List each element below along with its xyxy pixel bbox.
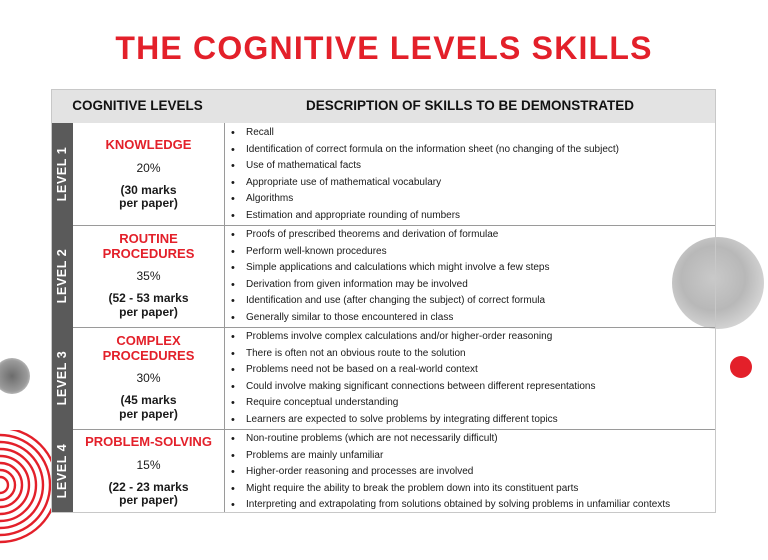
level-tab [51,429,73,513]
skill-item: • Use of mathematical facts [225,158,717,175]
level-marks-line: (52 - 53 marks [108,291,189,305]
header-description: DESCRIPTION OF SKILLS TO BE DEMONSTRATED [305,98,634,113]
level-marks-line: per paper) [119,304,178,319]
skill-item: • Require conceptual understanding [225,395,717,412]
skill-item: • Perform well-known procedures [225,244,717,261]
skill-item: • Problems are mainly unfamiliar [225,448,717,465]
skills-list [225,327,717,428]
level-tab [51,327,73,429]
skill-item: • Might require the ability to break the problem down into its constituent parts [225,481,717,498]
level-percentage: 15% [136,457,161,472]
level-name [73,232,224,261]
level-tab [51,225,73,327]
skill-item: • Non-routine problems (which are not necessarily difficult) [225,431,717,448]
level-info-cell [73,123,224,225]
level-tab-label: LEVEL 3 [55,350,69,406]
skills-cell [224,225,717,327]
table-row-level-2 [51,225,716,327]
skill-item: • Algorithms [225,191,717,208]
level-marks-line: (22 - 23 marks [108,479,189,494]
level-tab [51,123,73,225]
skill-item: • Recall [225,125,717,142]
skill-item: • Higher-order reasoning and processes are involved [225,464,717,481]
page-title: THE COGNITIVE LEVELS SKILLS [115,30,653,66]
skill-item: • Identification of correct formula on the information sheet (no changing of the subject) [225,142,717,159]
level-marks [73,184,224,211]
skill-item: • Estimation and appropriate rounding of numbers [225,208,717,225]
level-tab-label: LEVEL 1 [55,146,69,202]
header-cognitive-levels: COGNITIVE LEVELS [72,98,203,113]
level-name-line: PROBLEM-SOLVING [85,434,212,449]
skills-list [225,429,717,514]
level-name [73,435,224,450]
skills-cell [224,123,717,225]
level-name [73,334,224,363]
skill-item: • There is often not an obvious route to the solution [225,346,717,363]
red-dot-decoration [730,356,752,378]
level-percentage: 30% [136,371,161,385]
skill-item: • Proofs of prescribed theorems and derivation of formulae [225,227,717,244]
skill-item: • Derivation from given information may be involved [225,277,717,294]
level-marks-line: per paper) [119,406,178,421]
level-name-line: ROUTINE [119,231,178,246]
level-marks-line: (30 marks [120,182,177,197]
level-marks-line: (45 marks [120,393,177,407]
level-percentage: 35% [136,269,161,283]
table-row-level-4 [51,429,716,513]
gray-smudge-decoration [0,358,30,394]
skill-item: • Problems need not be based on a real-world context [225,362,717,379]
skill-item: • Generally similar to those encountered in class [225,310,717,327]
skills-list [225,225,717,326]
skills-list [225,123,717,224]
level-name-line: PROCEDURES [102,245,195,261]
skill-item: • Interpreting and extrapolating from solutions obtained by solving problems in unfamiliar contexts [225,497,717,514]
level-name-line: PROCEDURES [102,347,195,363]
skills-cell [224,327,717,429]
skill-item: • Identification and use (after changing the subject) of correct formula [225,293,717,310]
level-marks [73,481,224,508]
level-marks-line: per paper) [119,196,178,210]
level-name-line: COMPLEX [116,333,181,348]
table-header-row [51,89,716,123]
skill-item: • Problems involve complex calculations and/or higher-order reasoning [225,329,717,346]
level-name [73,138,224,153]
skill-item: • Could involve making significant connections between different representations [225,379,717,396]
level-marks [73,292,224,319]
table-row-level-1 [51,123,716,225]
level-percentage: 20% [136,160,161,175]
skill-item: • Appropriate use of mathematical vocabulary [225,175,717,192]
level-info-cell [73,327,224,429]
level-info-cell [73,225,224,327]
level-tab-label: LEVEL 2 [55,248,69,304]
level-marks-line: per paper) [119,493,178,507]
skill-item: • Learners are expected to solve problems by integrating different topics [225,412,717,429]
skill-item: • Simple applications and calculations which might involve a few steps [225,260,717,277]
level-info-cell [73,429,224,513]
table-row-level-3 [51,327,716,429]
level-name-line: KNOWLEDGE [105,137,192,152]
skills-cell [224,429,717,513]
level-tab-label: LEVEL 4 [55,443,69,499]
level-marks [73,394,224,421]
